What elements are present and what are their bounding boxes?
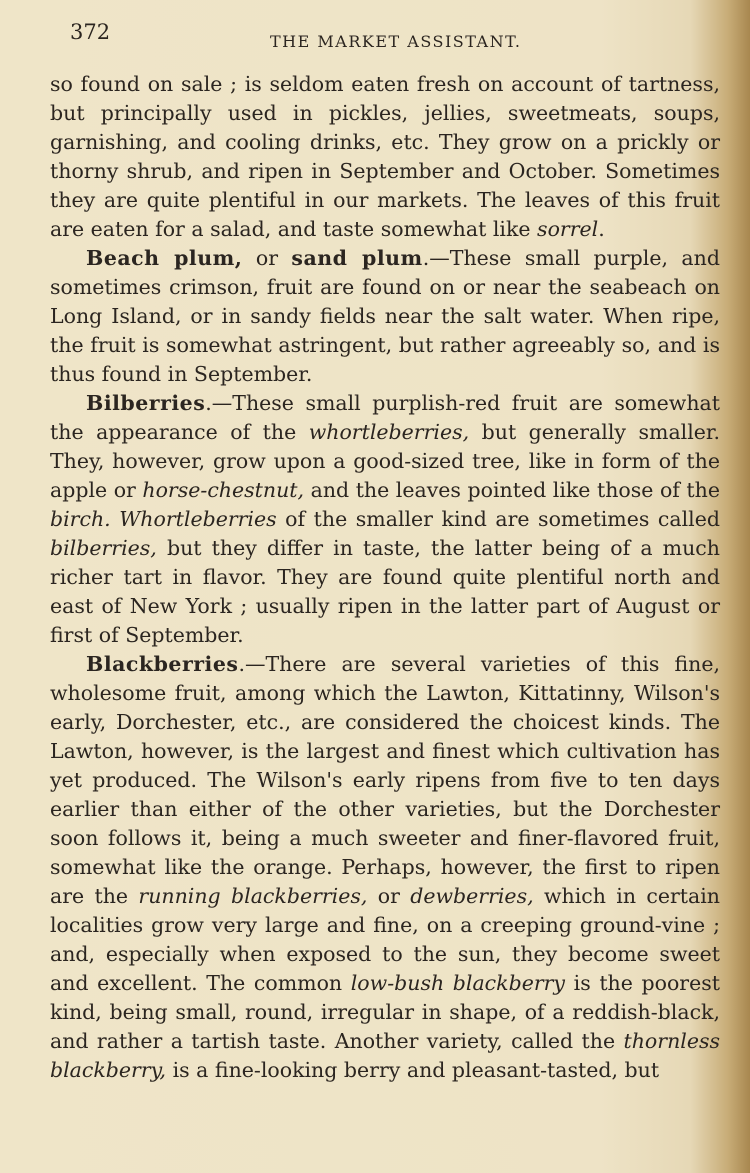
italic-term: birch. [50, 507, 111, 531]
italic-term: bilberries, [50, 536, 157, 560]
page-header [70, 14, 690, 54]
paragraph-continuation [50, 70, 720, 244]
paragraph-text: but generally smaller. They, however, grow upon a good-sized tree, like in form of the apple or [50, 420, 720, 502]
paragraph-text: is the poorest kind, being small, round, irregular in shape, of a reddish-black, and rather a tartish taste. Another variety, called the [50, 971, 720, 1053]
paragraph-text: is a fine-looking berry and pleasant-tasted, but [166, 1058, 660, 1082]
entry-term: Bilberries [86, 391, 206, 415]
entry-beach-plum [50, 244, 720, 389]
entry-term: Beach plum, [86, 246, 243, 270]
paragraph-text: so found on sale ; is seldom eaten fresh on account of tartness, but principally used in pickles, jellies, sweetmeats, soups, garnishing, and cooling drinks, etc. They grow on a prickly or thorny shrub, and ripen in September and October. Sometimes they are quite plentiful in our markets. The leaves of this fruit are eaten for a salad, and taste somewhat like [50, 72, 720, 241]
paragraph-text: . [598, 217, 605, 241]
paragraph-text: and the leaves pointed like those of the [304, 478, 720, 502]
entry-term: sand plum [291, 246, 423, 270]
paragraph-text: but they differ in taste, the latter being of a much richer tart in flavor. They are found quite plentiful north and east of New York ; usually ripen in the latter part of August or first of September. [50, 536, 720, 647]
paragraph-text: .—There are several varieties of this fine, wholesome fruit, among which the Lawton, Kittatinny, Wilson's early, Dorchester, etc., are considered the choicest kinds. The Lawton, however, is the largest and finest which cultivation has yet produced. The Wilson's early ripens from five to ten days earlier than either of the other varieties, but the Dorchester soon follows it, being a much sweeter and finer-flavored fruit, somewhat like the orange. Perhaps, however, the first to ripen are the [50, 652, 720, 908]
body-text [50, 70, 720, 1085]
entry-blackberries [50, 650, 720, 1085]
paragraph-text: .—These small purple, and sometimes crimson, fruit are found on or near the seabeach on Long Island, or in sandy fields near the salt water. When ripe, the fruit is somewhat astringent, but rather agreeably so, and is thus found in September. [50, 246, 720, 386]
italic-term: whortleberries, [308, 420, 470, 444]
italic-term: sorrel [537, 217, 599, 241]
italic-term: horse-chestnut, [142, 478, 305, 502]
paragraph-text [111, 507, 120, 531]
italic-term: dewberries, [410, 884, 534, 908]
paragraph-text: of the smaller kind are sometimes called [276, 507, 720, 531]
entry-term: Blackberries [86, 652, 239, 676]
page-number: 372 [70, 20, 111, 44]
italic-term: Whortleberries [119, 507, 277, 531]
running-title: THE MARKET ASSISTANT. [270, 32, 522, 51]
italic-term: thornless blackberry, [50, 1029, 720, 1082]
italic-term: low-bush blackberry [350, 971, 566, 995]
paragraph-text: or [367, 884, 411, 908]
paragraph-text: .—These small purplish-red fruit are somewhat the appearance of the [50, 391, 720, 444]
paragraph-text: which in certain localities grow very large and fine, on a creeping ground-vine ; and, especially when exposed to the sun, they become sweet and excellent. The common [50, 884, 720, 995]
italic-term: running blackberries, [138, 884, 368, 908]
paragraph-text: or [242, 246, 292, 270]
entry-bilberries [50, 389, 720, 650]
